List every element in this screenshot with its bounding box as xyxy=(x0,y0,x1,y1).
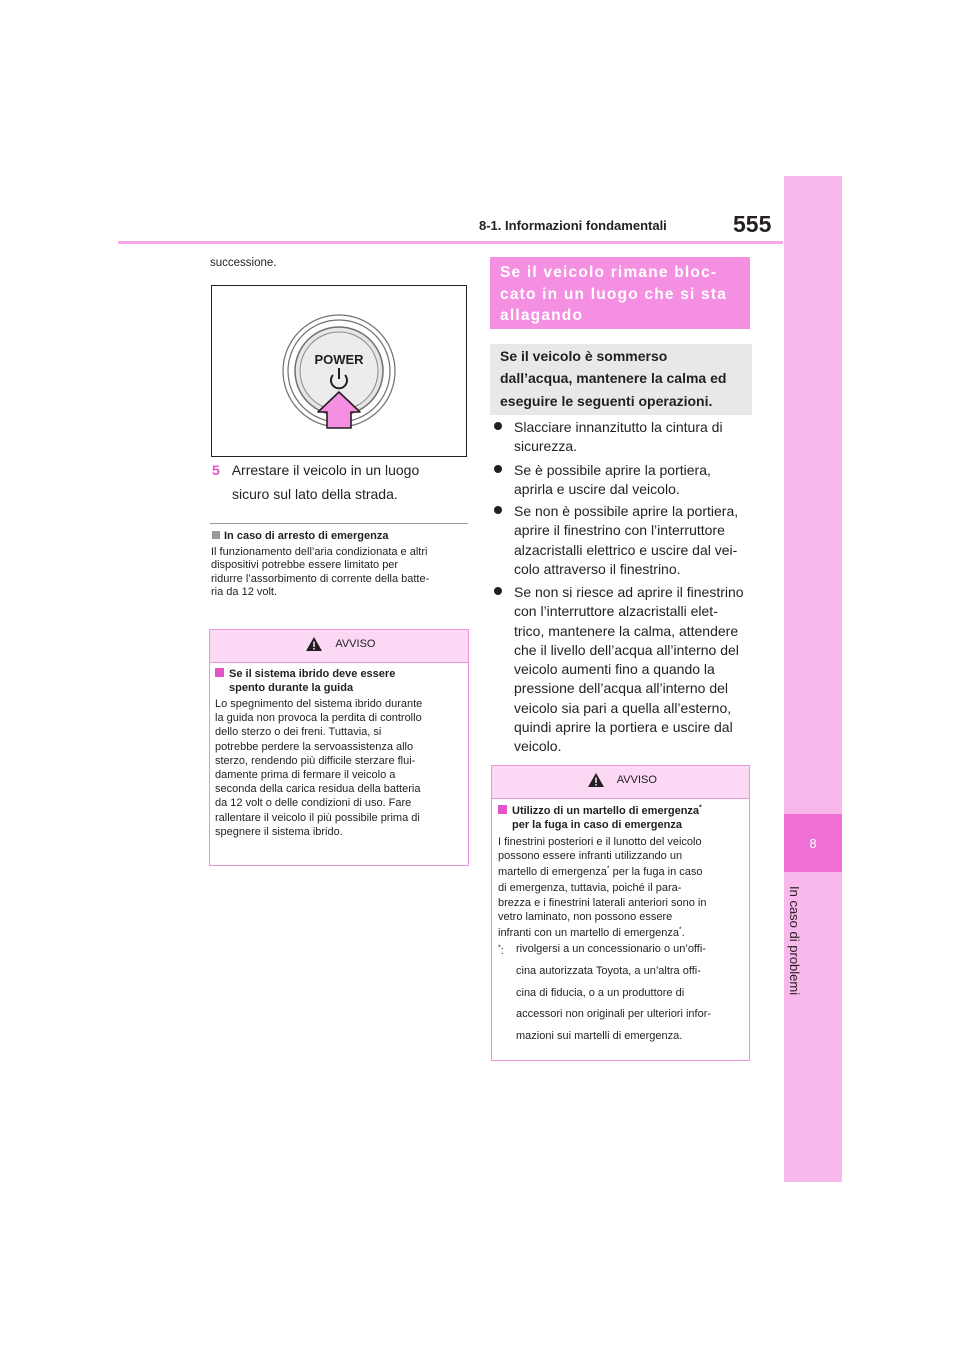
footnote: *: rivolgersi a un concessionario o un’offi- cina autorizzata Toyota, a un’altra offi- cina di fiducia, o a un produttore di accessori non originali per ulteriori infor- mazioni sui martelli di emergenza. xyxy=(498,943,712,1043)
chapter-number: 8 xyxy=(809,836,817,851)
bullet-item: Slacciare innanzitutto la cintura di sicurezza. xyxy=(494,418,747,457)
warning-label: AVVISO xyxy=(335,638,376,650)
bullet-item: Se non si riesce ad aprire il finestrino con l’interruttore alzacristalli elet- trico, mantenere la calma, attendere che il livello dell’acqua all’interno del veicolo aumenti fino a quando la pressione dell’acqua all’interno del veicolo sia pari a quella all’esterno, quindi aprire la portiera e uscire dal veicolo. xyxy=(494,583,747,757)
warning-body: Lo spegnimento del sistema ibrido durante la guida non provoca la perdita di controllo dello sterzo o dei freni. Tuttavia, si potrebbe perdere la servoassistenza allo sterzo, rendendo più difficile sterzare flui- damente prima di fermare il veicolo a seconda della carica residua della batteria da 12 volt o delle condizioni di uso. Fare rallentare il veicolo il più possibile prima di spegnere il sistema ibrido. xyxy=(215,698,423,838)
step-text: Arrestare il veicolo in un luogo xyxy=(231,462,420,478)
warning-title-cont: spento durante la guida xyxy=(229,682,354,694)
bullet-item: Se è possibile aprire la portiera, aprirla e uscire dal veicolo. xyxy=(494,461,747,500)
bullet-item: Se non è possibile aprire la portiera, aprire il finestrino con l’interruttore alzacristalli elettrico e uscire dal vei- colo attraverso il finestrino. xyxy=(494,502,747,579)
step-line-2: sicuro sul lato della strada. xyxy=(232,486,398,502)
warning-icon xyxy=(587,772,605,788)
divider xyxy=(210,523,468,524)
warning-header xyxy=(492,766,749,799)
emergency-title: In caso di arresto di emergenza xyxy=(212,530,388,542)
warning-icon xyxy=(305,636,323,652)
warning-label: AVVISO xyxy=(616,774,657,786)
warning-title-cont: per la fuga in caso di emergenza xyxy=(512,819,682,831)
warning-box-hybrid xyxy=(209,629,469,866)
section-title: 8-1. Informazioni fondamentali xyxy=(479,218,667,233)
warning-body: I finestrini posteriori e il lunotto del veicolo possono essere infranti utilizzando un martello di emergenza* per la fuga in caso di emergenza, tuttavia, poiché il para- brezza e i finestrini laterali anteriori sono in vetro laminato, non possono essere infranti con un martello di emergenza*. xyxy=(498,836,707,940)
step-line-1 xyxy=(212,459,419,481)
emergency-body: Il funzionamento dell’aria condizionata e altri dispositivi potrebbe essere limitato per ridurre l’assorbimento di corrente della batte- ria da 12 volt. xyxy=(211,546,430,599)
bullet-dot-icon xyxy=(494,506,502,514)
power-button-figure xyxy=(211,285,467,457)
square-bullet-icon xyxy=(215,668,224,677)
power-button-illustration xyxy=(212,286,466,456)
intro-text: successione. xyxy=(210,257,277,269)
warning-box-hammer xyxy=(491,765,750,1061)
chapter-side-tab xyxy=(784,176,842,1182)
section-heading: Se il veicolo rimane bloc- cato in un luogo che si sta allagando xyxy=(500,264,728,324)
warning-title: Se il sistema ibrido deve essere xyxy=(215,667,464,681)
warning-title: Utilizzo di un martello di emergenza* xyxy=(498,804,745,818)
intro-box-text: Se il veicolo è sommerso dall’acqua, mantenere la calma ed eseguire le seguenti operazioni. xyxy=(500,348,727,409)
bullet-dot-icon xyxy=(494,587,502,595)
warning-header xyxy=(210,630,468,663)
power-label: POWER xyxy=(314,352,364,367)
bullet-dot-icon xyxy=(494,465,502,473)
square-bullet-icon xyxy=(212,531,220,539)
step-number: 5 xyxy=(212,462,220,478)
page-number: 555 xyxy=(733,211,772,237)
chapter-title: In caso di problemi xyxy=(787,886,802,996)
header-rule xyxy=(118,241,783,244)
square-bullet-icon xyxy=(498,805,507,814)
bullet-dot-icon xyxy=(494,422,502,430)
